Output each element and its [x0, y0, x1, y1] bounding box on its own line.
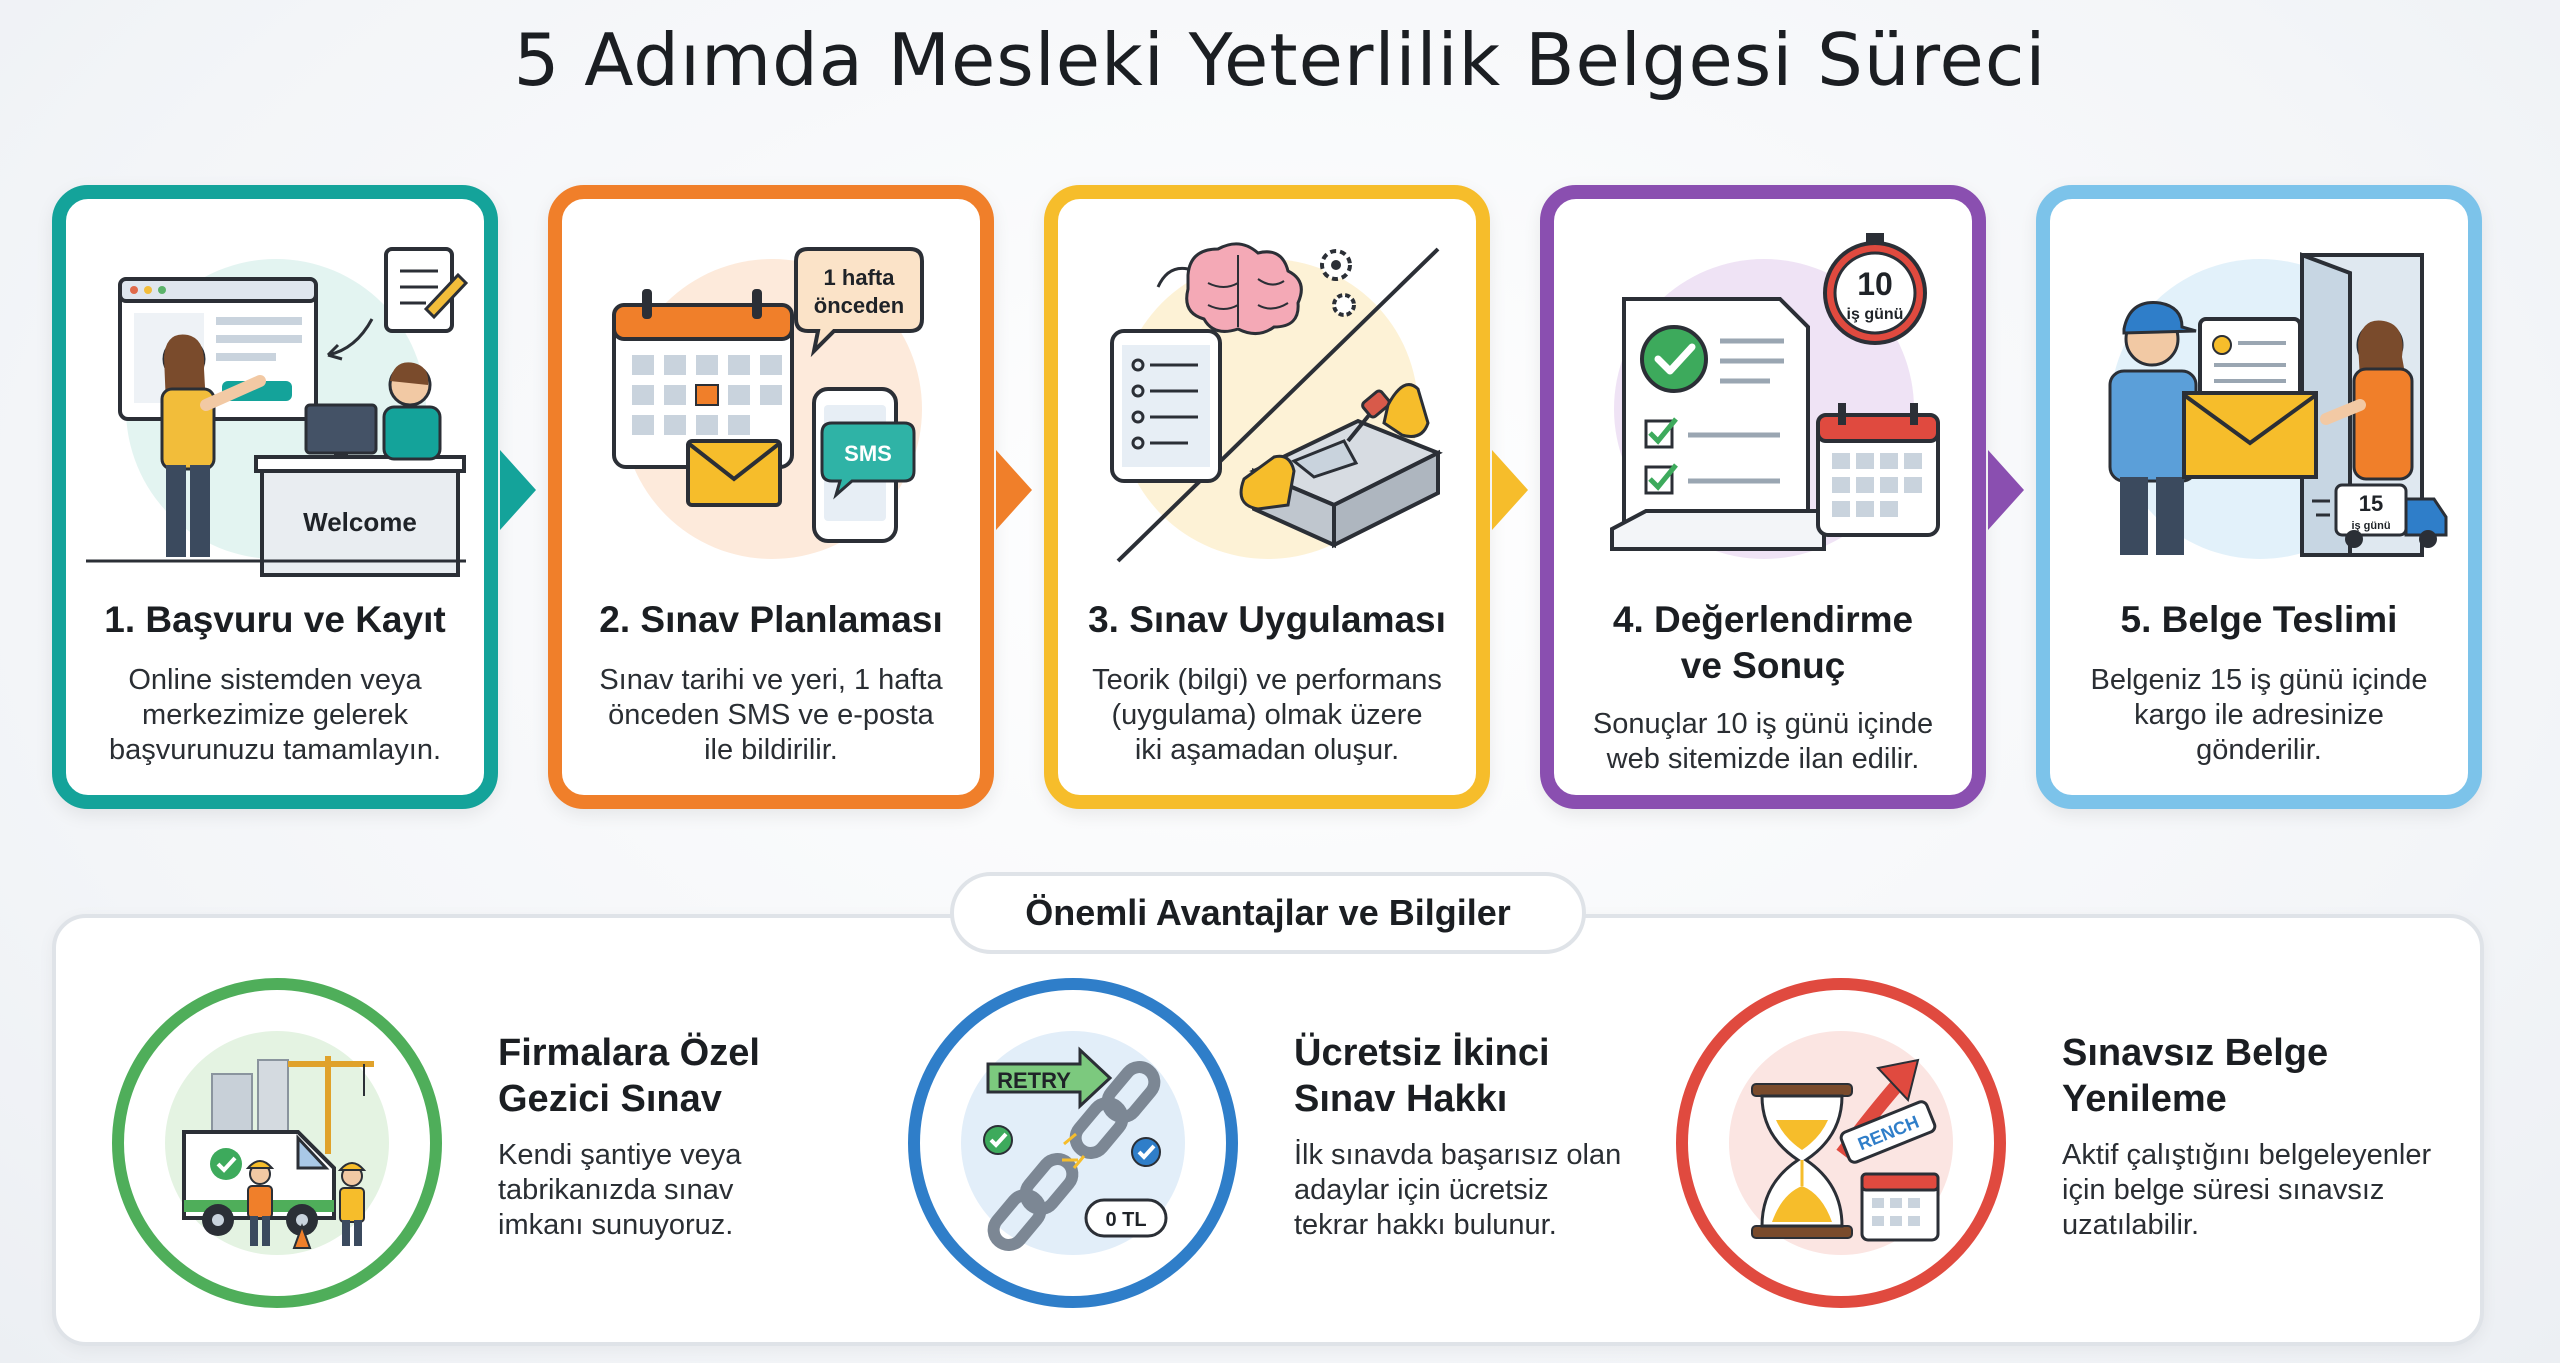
page-title: 5 Adımda Mesleki Yeterlilik Belgesi Süreci: [513, 18, 2047, 102]
step-arrow: [1492, 450, 1528, 530]
retry-label: RETRY: [997, 1068, 1071, 1093]
step-arrow: [500, 450, 536, 530]
sms-label: SMS: [844, 441, 892, 466]
evaluation-result-icon: [1554, 209, 1972, 589]
advantage-description: Kendi şantiye veya tabrikanızda sınav imkanı sunuyoruz.: [498, 1139, 742, 1241]
timer-unit: iş günü: [1846, 306, 1904, 323]
bubble-line-1: 1 hafta: [823, 265, 895, 290]
advantage-description: İlk sınavda başarısız olan adaylar için ücretsiz tekrar hakkı bulunur.: [1294, 1139, 1622, 1241]
broken-chain-retry-icon: [908, 978, 1238, 1308]
step-title: 4. Değerlendirme ve Sonuç: [1612, 599, 1914, 686]
step-title: 3. Sınav Uygulaması: [1088, 599, 1446, 640]
step-arrow: [1988, 450, 2024, 530]
advantage-title: Sınavsız Belge Yenileme: [2062, 1032, 2329, 1120]
step-description: Belgeniz 15 iş günü içinde kargo ile adresinize gönderilir.: [2090, 664, 2428, 766]
advantage-mobile-exam: [112, 978, 832, 1308]
truck-unit: iş günü: [2351, 520, 2391, 532]
theory-practice-icon: [1058, 209, 1476, 589]
zero-fee-label: 0 TL: [1105, 1209, 1147, 1231]
advantages-title: Önemli Avantajlar ve Bilgiler: [950, 872, 1586, 954]
step-description: Online sistemden veya merkezimize gelerek başvurunuzu tamamlayın.: [108, 664, 442, 766]
welcome-label: Welcome: [303, 507, 417, 537]
step-card-1: [52, 185, 498, 809]
advantage-title: Firmalara Özel Gezici Sınav: [498, 1032, 760, 1120]
hourglass-renew-icon: [1676, 978, 2006, 1308]
bubble-line-2: önceden: [813, 293, 905, 318]
certificate-delivery-icon: [2050, 209, 2468, 589]
advantage-free-retry: [908, 978, 1628, 1308]
mobile-exam-van-icon: [112, 978, 442, 1308]
step-card-2: [548, 185, 994, 809]
step-title: 1. Başvuru ve Kayıt: [104, 599, 446, 640]
step-card-3: [1044, 185, 1490, 809]
step-title: 2. Sınav Planlaması: [599, 599, 943, 640]
calendar-sms-icon: [562, 209, 980, 589]
advantage-description: Aktif çalıştığını belgeleyenler için belge süresi sınavsız uzatılabilir.: [2062, 1139, 2432, 1241]
step-description: Sınav tarihi ve yeri, 1 hafta önceden SMS ve e-posta ile bildirilir.: [599, 664, 943, 766]
advantage-renewal: [1676, 978, 2436, 1308]
step-description: Sonuçlar 10 iş günü içinde web sitemizde ilan edilir.: [1592, 708, 1934, 775]
timer-number: 10: [1857, 266, 1893, 302]
renew-label: RENCH: [1854, 1111, 1922, 1155]
step-arrow: [996, 450, 1032, 530]
truck-number: 15: [2358, 491, 2384, 516]
step-card-5: [2036, 185, 2482, 809]
step-title: 5. Belge Teslimi: [2120, 599, 2398, 640]
advantage-title: Ücretsiz İkinci Sınav Hakkı: [1294, 1032, 1550, 1120]
registration-desk-icon: [66, 209, 484, 589]
step-card-4: [1540, 185, 1986, 809]
step-description: Teorik (bilgi) ve performans (uygulama) olmak üzere iki aşamadan oluşur.: [1092, 664, 1442, 766]
